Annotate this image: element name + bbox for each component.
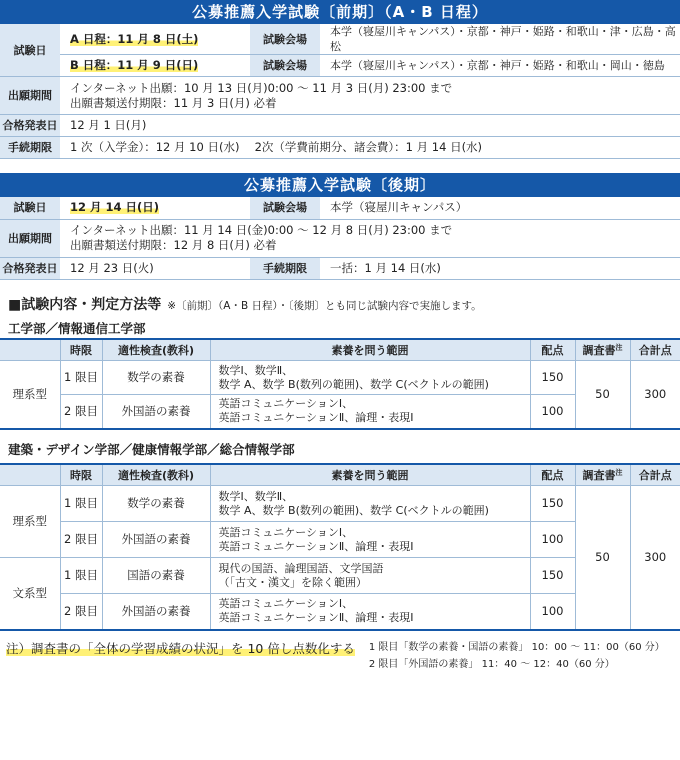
footnote-main: 注）調査書の「全体の学習成績の状況」を 10 倍し点数化する (6, 640, 355, 656)
scope-line: （「古文・漢文」を除く範囲） (218, 575, 367, 589)
subject-header: 適性検査(教科) (102, 339, 210, 361)
scope-header: 素養を問う範囲 (210, 464, 530, 486)
table-cell: 100 (530, 594, 575, 630)
section-note: ※〔前期〕（A・B 日程）・〔後期〕とも同じ試験内容で実施します。 (167, 299, 482, 312)
type-label: 理系型 (0, 361, 60, 429)
application-label: 出願期間 (0, 219, 60, 257)
period-header: 時限 (60, 464, 102, 486)
venue-label: 試験会場 (250, 197, 320, 219)
table-cell: 2 限目 (60, 594, 102, 630)
table-cell (210, 486, 530, 522)
table-cell (210, 522, 530, 558)
late-exam-banner: 公募推薦入学試験〔後期〕 (0, 173, 680, 197)
application-docs: 出願書類送付期限：11 月 3 日(月) 必着 (70, 95, 277, 110)
total-header: 合計点 (630, 464, 680, 486)
early-schedule-table (0, 24, 680, 159)
result-label: 合格発表日 (0, 115, 60, 137)
report-header: 調査書$^注$ (575, 339, 630, 361)
table-cell (60, 55, 250, 77)
table-cell (210, 361, 530, 395)
table-cell: 1 限目 (60, 361, 102, 395)
dept2-heading: 建築・デザイン学部／健康情報学部／総合情報学部 (8, 441, 295, 457)
points-header: 配点 (530, 339, 575, 361)
total-header: 合計点 (630, 339, 680, 361)
exam-day-label: 試験日 (0, 197, 60, 219)
table-cell: 2 限目 (60, 522, 102, 558)
type-label: 文系型 (0, 558, 60, 630)
procedure-deadline: 一括：1 月 14 日(水) (320, 257, 680, 279)
application-online: インターネット出願：11 月 14 日(金)0:00 ～ 12 月 8 日(月) 23:00 まで (70, 223, 453, 237)
time-period-1: 1 限目「数学の素養・国語の素養」 10：00 ～ 11：00（60 分） (368, 641, 665, 653)
table-cell: 国語の素養 (102, 558, 210, 594)
dept2-exam-table (0, 463, 680, 631)
table-cell (60, 219, 680, 257)
application-docs: 出願書類送付期限：12 月 8 日(月) 必着 (70, 238, 277, 252)
table-cell: 150 (530, 558, 575, 594)
date-a: A 日程：11 月 8 日(土) (70, 31, 199, 46)
table-cell: 外国語の素養 (102, 522, 210, 558)
total-points: 300 (630, 361, 680, 429)
scope-line: 数学 A、数学 B(数列の範囲)、数学 C(ベクトルの範囲) (218, 503, 489, 517)
venue-label: 試験会場 (250, 55, 320, 77)
points-header: 配点 (530, 464, 575, 486)
scope-line: 英語コミュニケーションⅠ、 (218, 525, 354, 539)
table-cell (210, 395, 530, 429)
scope-line: 英語コミュニケーションⅡ、論理・表現Ⅰ (218, 611, 414, 625)
table-cell: 1 限目 (60, 558, 102, 594)
dept1-exam-table (0, 338, 680, 430)
time-period-2: 2 限目「外国語の素養」 11：40 ～ 12：40（60 分） (368, 658, 615, 670)
early-exam-banner: 公募推薦入学試験〔前期〕（A・B 日程） (0, 0, 680, 24)
application-online: インターネット出願：10 月 13 日(月)0:00 ～ 11 月 3 日(月) 23:00 まで (70, 80, 453, 95)
report-header: 調査書$^注$ (575, 464, 630, 486)
period-header: 時限 (60, 339, 102, 361)
table-cell (60, 24, 250, 55)
type-label: 理系型 (0, 486, 60, 558)
scope-line: 数学Ⅰ、数学Ⅱ、 (218, 489, 294, 503)
report-points: 50 (575, 361, 630, 429)
table-cell: 数学の素養 (102, 361, 210, 395)
table-cell: 150 (530, 361, 575, 395)
venue-b: 本学（寝屋川キャンパス）・京都・神戸・姫路・和歌山・岡山・徳島 (320, 55, 680, 77)
result-label: 合格発表日 (0, 257, 60, 279)
total-points: 300 (630, 486, 680, 630)
table-row (0, 486, 680, 522)
table-row (0, 361, 680, 395)
scope-header: 素養を問う範囲 (210, 339, 530, 361)
result-date: 12 月 23 日(火) (60, 257, 250, 279)
dept1-heading: 工学部／情報通信工学部 (8, 320, 146, 336)
table-cell: 2 限目 (60, 395, 102, 429)
footnote (0, 631, 680, 673)
section-title: ■試験内容・判定方法等 (8, 296, 162, 313)
table-cell: 1 限目 (60, 486, 102, 522)
application-label: 出願期間 (0, 77, 60, 115)
table-cell (210, 594, 530, 630)
scope-line: 英語コミュニケーションⅠ、 (218, 597, 354, 611)
late-venue: 本学（寝屋川キャンパス） (320, 197, 680, 219)
report-points: 50 (575, 486, 630, 630)
scope-line: 英語コミュニケーションⅡ、論理・表現Ⅰ (218, 411, 414, 425)
venue-label: 試験会場 (250, 24, 320, 55)
table-cell: 外国語の素養 (102, 395, 210, 429)
table-cell: 外国語の素養 (102, 594, 210, 630)
exam-day-label: 試験日 (0, 24, 60, 77)
scope-line: 英語コミュニケーションⅠ、 (218, 397, 354, 411)
scope-line: 数学 A、数学 B(数列の範囲)、数学 C(ベクトルの範囲) (218, 377, 489, 391)
scope-line: 数学Ⅰ、数学Ⅱ、 (218, 363, 294, 377)
table-cell: 数学の素養 (102, 486, 210, 522)
procedure-label: 手続期限 (250, 257, 320, 279)
late-date: 12 月 14 日(日) (70, 200, 160, 215)
venue-a: 本学（寝屋川キャンパス）・京都・神戸・姫路・和歌山・津・広島・高松 (320, 24, 680, 55)
procedure-label: 手続期限 (0, 137, 60, 159)
table-cell (60, 197, 250, 219)
late-schedule-table (0, 197, 680, 280)
table-cell: 100 (530, 395, 575, 429)
scope-line: 現代の国語、論理国語、文学国語 (218, 561, 384, 575)
table-cell: 100 (530, 522, 575, 558)
result-date: 12 月 1 日(月) (60, 115, 680, 137)
scope-line: 英語コミュニケーションⅡ、論理・表現Ⅰ (218, 539, 414, 553)
table-cell (210, 558, 530, 594)
subject-header: 適性検査(教科) (102, 464, 210, 486)
table-cell (60, 77, 680, 115)
procedure-deadline: 1 次（入学金）：12 月 10 日(水) 2次（学費前期分、諸会費）：1 月 14 日(水) (60, 137, 680, 159)
date-b: B 日程：11 月 9 日(日) (70, 58, 199, 72)
table-cell: 150 (530, 486, 575, 522)
table-cell (0, 339, 60, 361)
footnote-times (369, 639, 665, 673)
table-cell (0, 464, 60, 486)
exam-content-heading (0, 280, 680, 312)
